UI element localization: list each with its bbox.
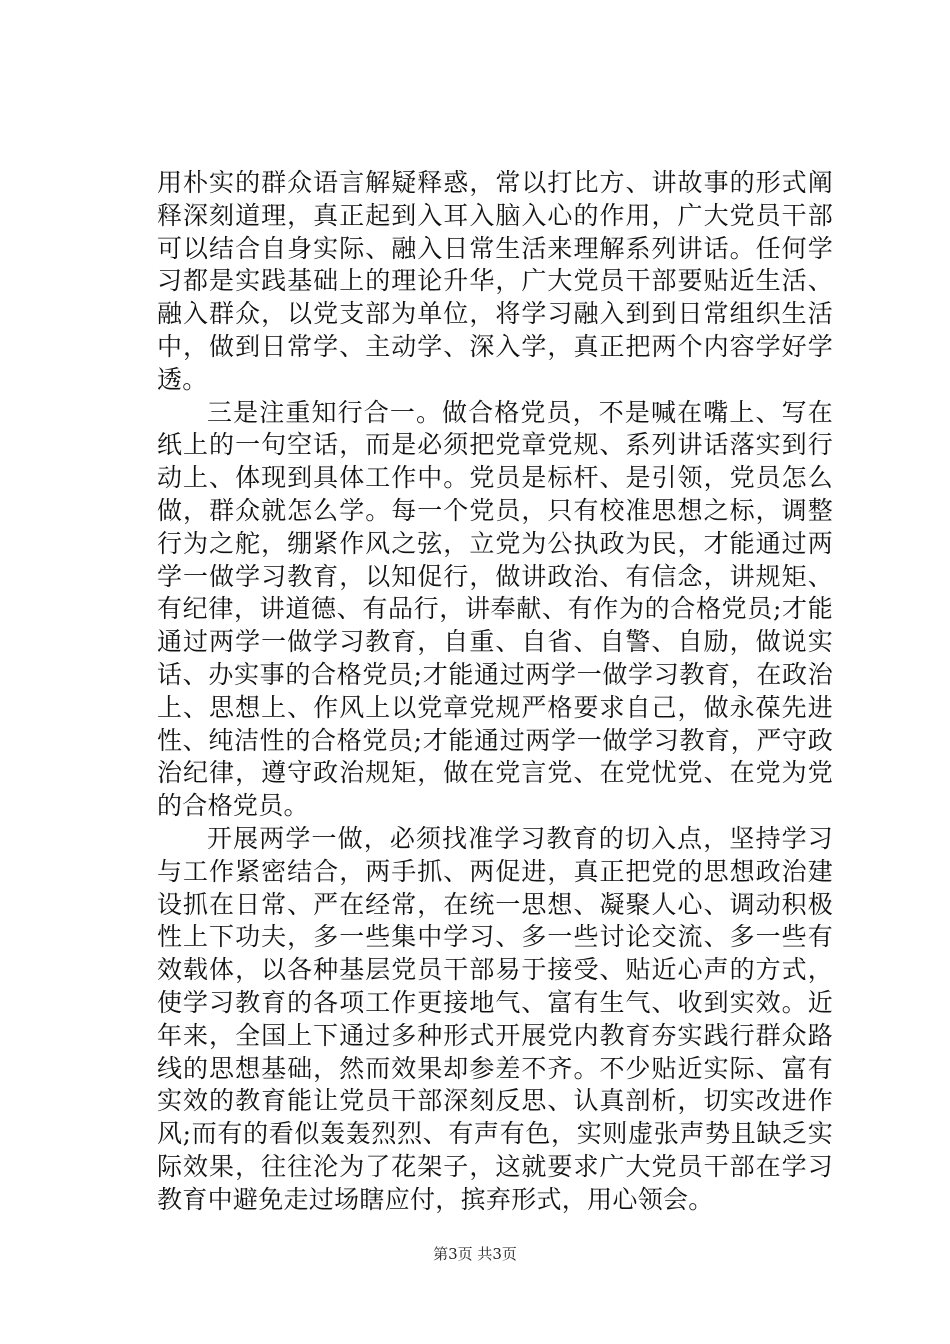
paragraph-3: 开展两学一做，必须找准学习教育的切入点，坚持学习与工作紧密结合，两手抓、两促进，真正把党的思想政治建设抓在日常、严在经常，在统一思想、凝聚人心、调动积极性上下功夫，多一些集中学习、多一些讨论交流、多一些有效载体，以各种基层党员干部易于接受、贴近心声的方式，使学习教育的各项工作更接地气、富有生气、收到实效。近年来，全国上下通过多种形式开展党内教育夯实践行群众路线的思想基础，然而效果却参差不齐。不少贴近实际、富有实效的教育能让党员干部深刻反思、认真剖析，切实改进作风;而有的看似轰轰烈烈、有声有色，实则虚张声势且缺乏实际效果，往往沦为了花架子，这就要求广大党员干部在学习教育中避免走过场瞎应付，摈弃形式，用心领会。 xyxy=(157,823,833,1214)
paragraph-2: 三是注重知行合一。做合格党员，不是喊在嘴上、写在纸上的一句空话，而是必须把党章党规、系列讲话落实到行动上、体现到具体工作中。党员是标杆、是引领，党员怎么做，群众就怎么学。每一个党员，只有校准思想之标，调整行为之舵，绷紧作风之弦，立党为公执政为民，才能通过两学一做学习教育，以知促行，做讲政治、有信念，讲规矩、有纪律，讲道德、有品行，讲奉献、有作为的合格党员;才能通过两学一做学习教育，自重、自省、自警、自励，做说实话、办实事的合格党员;才能通过两学一做学习教育，在政治上、思想上、作风上以党章党规严格要求自己，做永葆先进性、纯洁性的合格党员;才能通过两学一做学习教育，严守政治纪律，遵守政治规矩，做在党言党、在党忧党、在党为党的合格党员。 xyxy=(157,397,833,821)
paragraph-1: 用朴实的群众语言解疑释惑，常以打比方、讲故事的形式阐释深刻道理，真正起到入耳入脑入心的作用，广大党员干部可以结合自身实际、融入日常生活来理解系列讲话。任何学习都是实践基础上的理论升华，广大党员干部要贴近生活、融入群众，以党支部为单位，将学习融入到到日常组织生活中，做到日常学、主动学、深入学，真正把两个内容学好学透。 xyxy=(157,168,833,394)
document-body xyxy=(157,167,833,1217)
page-number-footer: 第3页 共3页 xyxy=(433,1245,517,1263)
